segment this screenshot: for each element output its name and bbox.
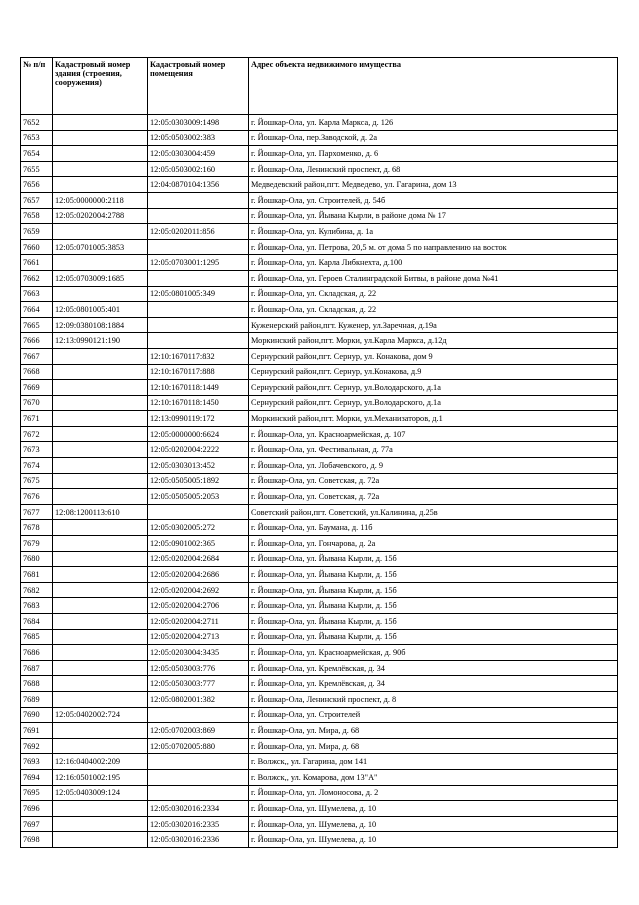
cell-room-cadastral: 12:05:0703001:1295 xyxy=(148,255,249,271)
cell-room-cadastral xyxy=(148,754,249,770)
cell-room-cadastral xyxy=(148,333,249,349)
cell-room-cadastral xyxy=(148,317,249,333)
cell-num: 7656 xyxy=(21,177,53,193)
cell-building-cadastral xyxy=(53,426,148,442)
cell-num: 7685 xyxy=(21,629,53,645)
cell-address: г. Йошкар-Ола, ул. Складская, д. 22 xyxy=(249,286,618,302)
cell-num: 7687 xyxy=(21,660,53,676)
cell-room-cadastral xyxy=(148,707,249,723)
cell-address: г. Йошкар-Ола, ул. Йывана Кырли, д. 15б xyxy=(249,551,618,567)
cell-num: 7654 xyxy=(21,146,53,162)
table-row xyxy=(21,785,618,801)
cell-address: г. Йошкар-Ола, ул. Кремлёвская, д. 34 xyxy=(249,676,618,692)
table-row xyxy=(21,333,618,349)
cell-building-cadastral: 12:05:0402002:724 xyxy=(53,707,148,723)
cell-address: г. Йошкар-Ола, ул. Красноармейская, д. 90б xyxy=(249,645,618,661)
cell-room-cadastral: 12:05:0503003:776 xyxy=(148,660,249,676)
cell-num: 7694 xyxy=(21,769,53,785)
cell-address: г. Йошкар-Ола, ул. Кремлёвская, д. 34 xyxy=(249,660,618,676)
table-row xyxy=(21,115,618,131)
cell-address: г. Йошкар-Ола, ул. Советская, д. 72а xyxy=(249,473,618,489)
cell-room-cadastral: 12:05:0901002:365 xyxy=(148,536,249,552)
cell-building-cadastral xyxy=(53,177,148,193)
cell-building-cadastral: 12:16:0501002:195 xyxy=(53,769,148,785)
cell-address: г. Йошкар-Ола, ул. Петрова, 20,5 м. от дома 5 по направлению на восток xyxy=(249,239,618,255)
cell-building-cadastral xyxy=(53,598,148,614)
table-row xyxy=(21,302,618,318)
table-row xyxy=(21,411,618,427)
cell-building-cadastral xyxy=(53,411,148,427)
cell-room-cadastral xyxy=(148,208,249,224)
cell-num: 7692 xyxy=(21,738,53,754)
cell-room-cadastral xyxy=(148,302,249,318)
cell-address: г. Йошкар-Ола, ул. Мира, д. 68 xyxy=(249,738,618,754)
cell-building-cadastral xyxy=(53,614,148,630)
cell-num: 7682 xyxy=(21,582,53,598)
cell-room-cadastral: 12:05:0802001:382 xyxy=(148,691,249,707)
table-row xyxy=(21,473,618,489)
header-row xyxy=(21,58,618,115)
table-row xyxy=(21,146,618,162)
table-row xyxy=(21,348,618,364)
cell-building-cadastral xyxy=(53,536,148,552)
cell-address: г. Йошкар-Ола, ул. Йывана Кырли, д. 15б xyxy=(249,629,618,645)
cell-building-cadastral xyxy=(53,224,148,240)
cell-address: г. Йошкар-Ола, ул. Карла Либкнехта, д.100 xyxy=(249,255,618,271)
table-row xyxy=(21,130,618,146)
table-row xyxy=(21,723,618,739)
cell-address: Советский район,пгт. Советский, ул.Калинина, д.25в xyxy=(249,504,618,520)
cell-room-cadastral: 12:05:0302016:2334 xyxy=(148,801,249,817)
table-row xyxy=(21,629,618,645)
table-row xyxy=(21,816,618,832)
cell-building-cadastral: 12:13:0990121:190 xyxy=(53,333,148,349)
cell-building-cadastral xyxy=(53,816,148,832)
cell-address: Сернурский район,пгт. Сернур, ул.Володарского, д.1а xyxy=(249,380,618,396)
cell-num: 7664 xyxy=(21,302,53,318)
cell-room-cadastral: 12:05:0202004:2686 xyxy=(148,567,249,583)
table-row xyxy=(21,364,618,380)
cell-room-cadastral: 12:05:0503002:383 xyxy=(148,130,249,146)
cell-room-cadastral: 12:05:0202004:2684 xyxy=(148,551,249,567)
cell-num: 7677 xyxy=(21,504,53,520)
cell-room-cadastral: 12:05:0503003:777 xyxy=(148,676,249,692)
document-page xyxy=(20,57,617,848)
cell-building-cadastral xyxy=(53,130,148,146)
cell-num: 7666 xyxy=(21,333,53,349)
cell-num: 7652 xyxy=(21,115,53,131)
cell-address: г. Йошкар-Ола, ул. Лобачевского, д. 9 xyxy=(249,458,618,474)
property-table xyxy=(20,57,618,848)
cell-room-cadastral xyxy=(148,504,249,520)
cell-address: г. Йошкар-Ола, ул. Строителей, д. 54б xyxy=(249,192,618,208)
cell-building-cadastral xyxy=(53,676,148,692)
cell-num: 7698 xyxy=(21,832,53,848)
cell-building-cadastral xyxy=(53,161,148,177)
cell-num: 7670 xyxy=(21,395,53,411)
table-row xyxy=(21,582,618,598)
table-row xyxy=(21,520,618,536)
table-row xyxy=(21,380,618,396)
cell-num: 7693 xyxy=(21,754,53,770)
table-row xyxy=(21,426,618,442)
cell-room-cadastral xyxy=(148,769,249,785)
cell-address: Куженерский район,пгт. Куженер, ул.Заречная, д.19а xyxy=(249,317,618,333)
table-row xyxy=(21,489,618,505)
cell-room-cadastral: 12:05:0505005:2053 xyxy=(148,489,249,505)
cell-building-cadastral xyxy=(53,582,148,598)
cell-num: 7672 xyxy=(21,426,53,442)
cell-num: 7695 xyxy=(21,785,53,801)
cell-building-cadastral xyxy=(53,458,148,474)
cell-num: 7667 xyxy=(21,348,53,364)
cell-num: 7696 xyxy=(21,801,53,817)
cell-address: г. Волжск,, ул. Гагарина, дом 141 xyxy=(249,754,618,770)
cell-num: 7663 xyxy=(21,286,53,302)
cell-address: г. Йошкар-Ола, ул. Гончарова, д. 2а xyxy=(249,536,618,552)
cell-num: 7679 xyxy=(21,536,53,552)
cell-room-cadastral: 12:05:0303009:1498 xyxy=(148,115,249,131)
cell-num: 7675 xyxy=(21,473,53,489)
table-row xyxy=(21,676,618,692)
cell-num: 7681 xyxy=(21,567,53,583)
cell-num: 7661 xyxy=(21,255,53,271)
table-row xyxy=(21,442,618,458)
cell-building-cadastral xyxy=(53,832,148,848)
table-row xyxy=(21,598,618,614)
cell-num: 7665 xyxy=(21,317,53,333)
cell-address: г. Йошкар-Ола, ул. Баумана, д. 11б xyxy=(249,520,618,536)
table-row xyxy=(21,286,618,302)
header-address: Адрес объекта недвижимого имущества xyxy=(249,58,618,115)
table-row xyxy=(21,458,618,474)
cell-num: 7684 xyxy=(21,614,53,630)
cell-num: 7657 xyxy=(21,192,53,208)
table-row xyxy=(21,239,618,255)
cell-building-cadastral xyxy=(53,629,148,645)
cell-address: г. Волжск,, ул. Комарова, дом 13"А" xyxy=(249,769,618,785)
cell-address: г. Йошкар-Ола, ул. Советская, д. 72а xyxy=(249,489,618,505)
table-row xyxy=(21,395,618,411)
table-header xyxy=(21,58,618,115)
cell-address: г. Йошкар-Ола, ул. Ломоносова, д. 2 xyxy=(249,785,618,801)
table-body xyxy=(21,115,618,848)
cell-room-cadastral: 12:05:0503002:160 xyxy=(148,161,249,177)
cell-room-cadastral xyxy=(148,192,249,208)
cell-num: 7669 xyxy=(21,380,53,396)
cell-num: 7668 xyxy=(21,364,53,380)
cell-address: Сернурский район,пгт. Сернур, ул.Володарского, д.1а xyxy=(249,395,618,411)
table-row xyxy=(21,317,618,333)
cell-room-cadastral: 12:05:0303013:452 xyxy=(148,458,249,474)
cell-num: 7658 xyxy=(21,208,53,224)
cell-building-cadastral xyxy=(53,473,148,489)
table-row xyxy=(21,754,618,770)
cell-building-cadastral: 12:05:0801005:401 xyxy=(53,302,148,318)
cell-num: 7674 xyxy=(21,458,53,474)
cell-num: 7653 xyxy=(21,130,53,146)
cell-building-cadastral xyxy=(53,395,148,411)
cell-room-cadastral xyxy=(148,239,249,255)
cell-num: 7688 xyxy=(21,676,53,692)
cell-room-cadastral: 12:05:0202004:2711 xyxy=(148,614,249,630)
cell-building-cadastral: 12:05:0403009:124 xyxy=(53,785,148,801)
cell-room-cadastral: 12:05:0702005:880 xyxy=(148,738,249,754)
cell-building-cadastral: 12:09:0380108:1884 xyxy=(53,317,148,333)
table-row xyxy=(21,738,618,754)
cell-num: 7680 xyxy=(21,551,53,567)
cell-building-cadastral xyxy=(53,738,148,754)
cell-address: Сернурский район,пгт. Сернур, ул. Конакова, дом 9 xyxy=(249,348,618,364)
table-row xyxy=(21,832,618,848)
cell-building-cadastral: 12:05:0703009:1685 xyxy=(53,270,148,286)
cell-num: 7691 xyxy=(21,723,53,739)
table-row xyxy=(21,208,618,224)
cell-building-cadastral xyxy=(53,660,148,676)
cell-room-cadastral: 12:05:0302016:2336 xyxy=(148,832,249,848)
cell-address: г. Йошкар-Ола, ул. Йывана Кырли, д. 15б xyxy=(249,614,618,630)
cell-room-cadastral: 12:05:0000000:6624 xyxy=(148,426,249,442)
cell-room-cadastral xyxy=(148,270,249,286)
cell-room-cadastral: 12:10:1670118:1450 xyxy=(148,395,249,411)
cell-room-cadastral: 12:05:0505005:1892 xyxy=(148,473,249,489)
cell-building-cadastral xyxy=(53,115,148,131)
cell-address: г. Йошкар-Ола, ул. Шумелева, д. 10 xyxy=(249,832,618,848)
cell-address: Медведевский район,пгт. Медведево, ул. Гагарина, дом 13 xyxy=(249,177,618,193)
cell-building-cadastral xyxy=(53,364,148,380)
cell-building-cadastral xyxy=(53,645,148,661)
table-row xyxy=(21,192,618,208)
cell-num: 7678 xyxy=(21,520,53,536)
cell-address: г. Йошкар-Ола, ул. Складская, д. 22 xyxy=(249,302,618,318)
cell-num: 7659 xyxy=(21,224,53,240)
cell-address: г. Йошкар-Ола, ул. Строителей xyxy=(249,707,618,723)
cell-room-cadastral: 12:05:0202004:2692 xyxy=(148,582,249,598)
cell-room-cadastral: 12:05:0303004:459 xyxy=(148,146,249,162)
cell-address: г. Йошкар-Ола, ул. Йывана Кырли, д. 15б xyxy=(249,567,618,583)
cell-address: г. Йошкар-Ола, ул. Мира, д. 68 xyxy=(249,723,618,739)
cell-address: г. Йошкар-Ола, ул. Кулибина, д. 1а xyxy=(249,224,618,240)
cell-address: г. Йошкар-Ола, ул. Карла Маркса, д. 126 xyxy=(249,115,618,131)
table-row xyxy=(21,645,618,661)
cell-room-cadastral: 12:05:0203004:3435 xyxy=(148,645,249,661)
cell-building-cadastral xyxy=(53,380,148,396)
header-num: № п/п xyxy=(21,58,53,115)
cell-address: Сернурский район,пгт. Сернур, ул.Конакова, д.9 xyxy=(249,364,618,380)
cell-room-cadastral: 12:05:0702003:869 xyxy=(148,723,249,739)
cell-num: 7655 xyxy=(21,161,53,177)
cell-room-cadastral: 12:05:0202004:2222 xyxy=(148,442,249,458)
cell-building-cadastral: 12:08:1200113:610 xyxy=(53,504,148,520)
cell-building-cadastral xyxy=(53,146,148,162)
cell-room-cadastral: 12:05:0202004:2713 xyxy=(148,629,249,645)
cell-num: 7673 xyxy=(21,442,53,458)
cell-room-cadastral: 12:05:0302005:272 xyxy=(148,520,249,536)
cell-building-cadastral xyxy=(53,348,148,364)
cell-room-cadastral: 12:10:1670117:832 xyxy=(148,348,249,364)
cell-building-cadastral xyxy=(53,801,148,817)
cell-address: г. Йошкар-Ола, ул. Красноармейская, д. 107 xyxy=(249,426,618,442)
cell-address: г. Йошкар-Ола, ул. Йывана Кырли, д. 15б xyxy=(249,582,618,598)
cell-room-cadastral: 12:05:0202011:856 xyxy=(148,224,249,240)
cell-num: 7660 xyxy=(21,239,53,255)
cell-building-cadastral xyxy=(53,255,148,271)
cell-address: г. Йошкар-Ола, ул. Шумелева, д. 10 xyxy=(249,816,618,832)
table-row xyxy=(21,161,618,177)
cell-room-cadastral: 12:05:0801005:349 xyxy=(148,286,249,302)
cell-room-cadastral: 12:10:1670117:888 xyxy=(148,364,249,380)
cell-room-cadastral xyxy=(148,785,249,801)
cell-num: 7690 xyxy=(21,707,53,723)
cell-building-cadastral: 12:05:0202004:2788 xyxy=(53,208,148,224)
table-row xyxy=(21,224,618,240)
cell-num: 7686 xyxy=(21,645,53,661)
cell-building-cadastral xyxy=(53,489,148,505)
cell-num: 7662 xyxy=(21,270,53,286)
cell-room-cadastral: 12:10:1670118:1449 xyxy=(148,380,249,396)
header-room-cadastral: Кадастровый номер помещения xyxy=(148,58,249,115)
table-row xyxy=(21,691,618,707)
cell-address: г. Йошкар-Ола, ул. Фестивальная, д. 77а xyxy=(249,442,618,458)
cell-address: г. Йошкар-Ола, Ленинский проспект, д. 68 xyxy=(249,161,618,177)
cell-building-cadastral xyxy=(53,723,148,739)
table-row xyxy=(21,551,618,567)
table-row xyxy=(21,270,618,286)
cell-building-cadastral xyxy=(53,551,148,567)
cell-building-cadastral xyxy=(53,286,148,302)
cell-room-cadastral: 12:13:0990119:172 xyxy=(148,411,249,427)
table-row xyxy=(21,255,618,271)
cell-building-cadastral: 12:05:0000000:2118 xyxy=(53,192,148,208)
cell-address: г. Йошкар-Ола, ул. Йывана Кырли, в районе дома № 17 xyxy=(249,208,618,224)
cell-num: 7683 xyxy=(21,598,53,614)
cell-building-cadastral xyxy=(53,567,148,583)
table-row xyxy=(21,567,618,583)
cell-address: Моркинский район,пгт. Морки, ул.Карла Маркса, д.12д xyxy=(249,333,618,349)
cell-num: 7697 xyxy=(21,816,53,832)
cell-address: г. Йошкар-Ола, ул. Пархоменко, д. 6 xyxy=(249,146,618,162)
cell-num: 7676 xyxy=(21,489,53,505)
cell-building-cadastral xyxy=(53,691,148,707)
cell-building-cadastral: 12:05:0701005:3853 xyxy=(53,239,148,255)
cell-room-cadastral: 12:05:0302016:2335 xyxy=(148,816,249,832)
cell-address: г. Йошкар-Ола, Ленинский проспект, д. 8 xyxy=(249,691,618,707)
table-row xyxy=(21,769,618,785)
table-row xyxy=(21,707,618,723)
cell-building-cadastral xyxy=(53,520,148,536)
table-row xyxy=(21,660,618,676)
cell-address: г. Йошкар-Ола, ул. Шумелева, д. 10 xyxy=(249,801,618,817)
cell-room-cadastral: 12:05:0202004:2706 xyxy=(148,598,249,614)
cell-building-cadastral: 12:16:0404002:209 xyxy=(53,754,148,770)
cell-num: 7671 xyxy=(21,411,53,427)
table-row xyxy=(21,614,618,630)
table-row xyxy=(21,504,618,520)
cell-building-cadastral xyxy=(53,442,148,458)
cell-address: г. Йошкар-Ола, ул. Героев Сталинградской Битвы, в районе дома №41 xyxy=(249,270,618,286)
table-row xyxy=(21,536,618,552)
cell-address: г. Йошкар-Ола, ул. Йывана Кырли, д. 15б xyxy=(249,598,618,614)
table-row xyxy=(21,177,618,193)
cell-address: г. Йошкар-Ола, пер.Заводской, д. 2а xyxy=(249,130,618,146)
table-row xyxy=(21,801,618,817)
header-building-cadastral: Кадастровый номер здания (строения, сооружения) xyxy=(53,58,148,115)
cell-room-cadastral: 12:04:0870104:1356 xyxy=(148,177,249,193)
cell-num: 7689 xyxy=(21,691,53,707)
cell-address: Моркинский район,пгт. Морки, ул.Механизаторов, д.1 xyxy=(249,411,618,427)
